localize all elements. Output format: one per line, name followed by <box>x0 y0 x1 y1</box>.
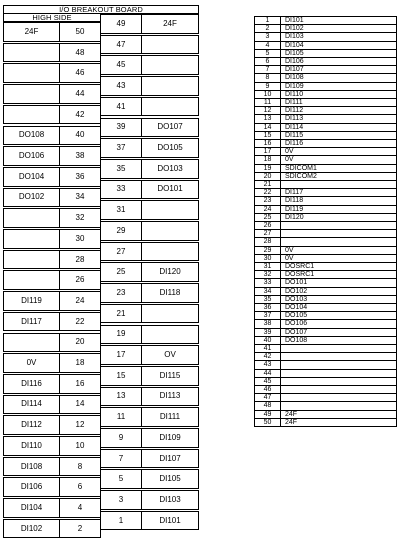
pin-number-cell: 33 <box>254 278 281 287</box>
pin-number-cell: 19 <box>254 164 281 173</box>
high-side-label-cell <box>3 63 60 83</box>
pin-number-cell: 1 <box>254 16 281 25</box>
pin-signal-cell: DI102 <box>280 24 397 33</box>
pin-number-cell: 31 <box>254 262 281 271</box>
pin-number-cell: 48 <box>254 401 281 410</box>
pin-signal-cell: DI117 <box>280 188 397 197</box>
high-side-pin-cell: 36 <box>59 167 101 187</box>
high-side-pin-cell: 6 <box>59 477 101 497</box>
pin-signal-cell: DO107 <box>280 328 397 337</box>
low-side-pin-cell: 43 <box>100 76 142 96</box>
low-side-pin-cell: 5 <box>100 469 142 489</box>
low-side-pin-cell: 39 <box>100 118 142 138</box>
high-side-label-cell <box>3 43 60 63</box>
low-side-label-cell: OV <box>141 345 199 365</box>
pin-signal-cell: DI105 <box>280 49 397 58</box>
high-side-label-cell: DI119 <box>3 291 60 311</box>
pin-signal-cell: DI103 <box>280 32 397 41</box>
low-side-pin-cell: 1 <box>100 511 142 531</box>
low-side-label-cell: DI105 <box>141 469 199 489</box>
low-side-label-cell <box>141 304 199 324</box>
high-side-pin-cell: 10 <box>59 436 101 456</box>
pin-signal-cell: 0V <box>280 147 397 156</box>
pin-number-cell: 22 <box>254 188 281 197</box>
pin-number-cell: 25 <box>254 213 281 222</box>
pin-number-cell: 49 <box>254 410 281 419</box>
high-side-pin-cell: 40 <box>59 126 101 146</box>
high-side-pin-cell: 34 <box>59 188 101 208</box>
pin-signal-cell: DOSRC1 <box>280 270 397 279</box>
pin-signal-cell: DO101 <box>280 278 397 287</box>
low-side-label-cell <box>141 35 199 55</box>
low-side-label-cell: DI107 <box>141 449 199 469</box>
high-side-label-cell: DI110 <box>3 436 60 456</box>
pin-number-cell: 20 <box>254 172 281 181</box>
pin-signal-cell: SDICOM1 <box>280 164 397 173</box>
pin-signal-cell: DI116 <box>280 139 397 148</box>
low-side-label-cell: DI115 <box>141 366 199 386</box>
pin-number-cell: 12 <box>254 106 281 115</box>
pin-number-cell: 26 <box>254 221 281 230</box>
high-side-label-cell: DO108 <box>3 126 60 146</box>
low-side-pin-cell: 11 <box>100 407 142 427</box>
high-side-pin-cell: 2 <box>59 519 101 538</box>
pin-number-cell: 24 <box>254 205 281 214</box>
low-side-label-cell <box>141 325 199 345</box>
pin-number-cell: 5 <box>254 49 281 58</box>
pin-number-cell: 37 <box>254 311 281 320</box>
pin-number-cell: 42 <box>254 352 281 361</box>
high-side-label-cell <box>3 270 60 290</box>
pin-signal-cell: DI120 <box>280 213 397 222</box>
low-side-pin-cell: 31 <box>100 200 142 220</box>
low-side-label-cell <box>141 97 199 117</box>
low-side-pin-cell: 23 <box>100 283 142 303</box>
pin-signal-cell: SDICOM2 <box>280 172 397 181</box>
high-side-pin-cell: 12 <box>59 415 101 435</box>
pin-signal-cell: DI114 <box>280 123 397 132</box>
high-side-label-cell <box>3 208 60 228</box>
low-side-pin-cell: 3 <box>100 490 142 510</box>
high-side-label-cell <box>3 229 60 249</box>
pin-number-cell: 14 <box>254 123 281 132</box>
low-side-pin-cell: 27 <box>100 242 142 262</box>
pin-signal-cell: DI115 <box>280 131 397 140</box>
high-side-pin-cell: 20 <box>59 333 101 353</box>
low-side-pin-cell: 45 <box>100 55 142 75</box>
high-side-label-cell <box>3 84 60 104</box>
pin-number-cell: 45 <box>254 377 281 386</box>
pin-number-cell: 30 <box>254 254 281 263</box>
high-side-label-cell: DI104 <box>3 498 60 518</box>
pin-number-cell: 28 <box>254 237 281 246</box>
low-side-pin-cell: 29 <box>100 221 142 241</box>
high-side-pin-cell: 44 <box>59 84 101 104</box>
pin-signal-cell: DO102 <box>280 287 397 296</box>
pin-number-cell: 16 <box>254 139 281 148</box>
pin-signal-cell: 0V <box>280 246 397 255</box>
pin-signal-cell: 0V <box>280 155 397 164</box>
high-side-label-cell: DI112 <box>3 415 60 435</box>
pin-number-cell: 40 <box>254 336 281 345</box>
pin-signal-cell: DI104 <box>280 41 397 50</box>
low-side-label-cell: DI101 <box>141 511 199 531</box>
pin-number-cell: 32 <box>254 270 281 279</box>
pin-signal-cell: DI109 <box>280 82 397 91</box>
low-side-pin-cell: 9 <box>100 428 142 448</box>
high-side-label-cell: DI106 <box>3 477 60 497</box>
low-side-label-cell: DO101 <box>141 180 199 200</box>
high-side-label-cell: DO102 <box>3 188 60 208</box>
pin-number-cell: 13 <box>254 114 281 123</box>
pin-number-cell: 35 <box>254 295 281 304</box>
high-side-pin-cell: 4 <box>59 498 101 518</box>
pin-signal-cell: DO108 <box>280 336 397 345</box>
pin-signal-cell: DO105 <box>280 311 397 320</box>
high-side-pin-cell: 28 <box>59 250 101 270</box>
pin-signal-cell: 0V <box>280 254 397 263</box>
pin-number-cell: 10 <box>254 90 281 99</box>
low-side-label-cell: DI103 <box>141 490 199 510</box>
pin-signal-cell: DI107 <box>280 65 397 74</box>
pin-signal-cell: DI119 <box>280 205 397 214</box>
pin-number-cell: 3 <box>254 32 281 41</box>
pin-number-cell: 46 <box>254 385 281 394</box>
pin-signal-cell: DI108 <box>280 73 397 82</box>
low-side-label-cell <box>141 221 199 241</box>
pin-number-cell: 17 <box>254 147 281 156</box>
low-side-pin-cell: 17 <box>100 345 142 365</box>
pin-signal-cell: DI110 <box>280 90 397 99</box>
pin-number-cell: 43 <box>254 360 281 369</box>
pin-number-cell: 34 <box>254 287 281 296</box>
high-side-label-cell: DO106 <box>3 146 60 166</box>
low-side-label-cell: DI113 <box>141 387 199 407</box>
high-side-label-cell: DI114 <box>3 395 60 415</box>
high-side-pin-cell: 22 <box>59 312 101 332</box>
pin-signal-cell: DO103 <box>280 295 397 304</box>
pin-signal-cell: DI112 <box>280 106 397 115</box>
high-side-label-cell: DI102 <box>3 519 60 538</box>
low-side-pin-cell: 35 <box>100 159 142 179</box>
pin-signal-cell: DOSRC1 <box>280 262 397 271</box>
high-side-label-cell: 24F <box>3 22 60 42</box>
high-side-label-cell: 0V <box>3 353 60 373</box>
low-side-label-cell: DO105 <box>141 138 199 158</box>
high-side-label-cell <box>3 105 60 125</box>
pin-signal-cell: DI111 <box>280 98 397 107</box>
low-side-label-cell: DO107 <box>141 118 199 138</box>
pin-number-cell: 7 <box>254 65 281 74</box>
low-side-pin-cell: 7 <box>100 449 142 469</box>
pin-number-cell: 38 <box>254 319 281 328</box>
high-side-pin-cell: 32 <box>59 208 101 228</box>
high-side-label: HIGH SIDE <box>3 13 101 22</box>
high-side-pin-cell: 48 <box>59 43 101 63</box>
pin-number-cell: 39 <box>254 328 281 337</box>
pin-signal-cell: 24F <box>280 410 397 419</box>
pin-number-cell: 27 <box>254 229 281 238</box>
pin-number-cell: 11 <box>254 98 281 107</box>
pin-signal-cell: DI113 <box>280 114 397 123</box>
high-side-pin-cell: 14 <box>59 395 101 415</box>
low-side-pin-cell: 19 <box>100 325 142 345</box>
high-side-label-cell <box>3 333 60 353</box>
pin-number-cell: 4 <box>254 41 281 50</box>
pin-number-cell: 50 <box>254 418 281 427</box>
high-side-pin-cell: 18 <box>59 353 101 373</box>
high-side-pin-cell: 24 <box>59 291 101 311</box>
low-side-label-cell: DI118 <box>141 283 199 303</box>
pin-number-cell: 21 <box>254 180 281 189</box>
low-side-label-cell <box>141 242 199 262</box>
low-side-pin-cell: 37 <box>100 138 142 158</box>
low-side-pin-cell: 15 <box>100 366 142 386</box>
pin-number-cell: 23 <box>254 196 281 205</box>
pin-number-cell: 41 <box>254 344 281 353</box>
pin-number-cell: 36 <box>254 303 281 312</box>
low-side-label-cell: DI111 <box>141 407 199 427</box>
pin-number-cell: 18 <box>254 155 281 164</box>
high-side-label-cell <box>3 250 60 270</box>
pin-number-cell: 29 <box>254 246 281 255</box>
low-side-label-cell: 24F <box>141 14 199 34</box>
low-side-pin-cell: 21 <box>100 304 142 324</box>
high-side-pin-cell: 46 <box>59 63 101 83</box>
low-side-label-cell: DI109 <box>141 428 199 448</box>
pin-number-cell: 47 <box>254 393 281 402</box>
pin-number-cell: 2 <box>254 24 281 33</box>
high-side-label-cell: DO104 <box>3 167 60 187</box>
low-side-pin-cell: 49 <box>100 14 142 34</box>
pin-signal-cell: DI118 <box>280 196 397 205</box>
low-side-pin-cell: 33 <box>100 180 142 200</box>
high-side-pin-cell: 26 <box>59 270 101 290</box>
board-title: I/O BREAKOUT BOARD <box>3 5 199 14</box>
low-side-pin-cell: 47 <box>100 35 142 55</box>
low-side-label-cell <box>141 76 199 96</box>
pin-signal-cell: DI101 <box>280 16 397 25</box>
high-side-pin-cell: 50 <box>59 22 101 42</box>
low-side-label-cell: DI120 <box>141 262 199 282</box>
high-side-label-cell: DI117 <box>3 312 60 332</box>
high-side-pin-cell: 8 <box>59 457 101 477</box>
pin-signal-cell: DO106 <box>280 319 397 328</box>
pin-number-cell: 44 <box>254 369 281 378</box>
high-side-pin-cell: 38 <box>59 146 101 166</box>
high-side-pin-cell: 16 <box>59 374 101 394</box>
low-side-label-cell: DO103 <box>141 159 199 179</box>
high-side-label-cell: DI108 <box>3 457 60 477</box>
high-side-pin-cell: 30 <box>59 229 101 249</box>
low-side-pin-cell: 13 <box>100 387 142 407</box>
pin-signal-cell: DI106 <box>280 57 397 66</box>
pin-number-cell: 8 <box>254 73 281 82</box>
pin-signal-cell: DO104 <box>280 303 397 312</box>
low-side-pin-cell: 25 <box>100 262 142 282</box>
low-side-label-cell <box>141 200 199 220</box>
high-side-label-cell: DI116 <box>3 374 60 394</box>
high-side-pin-cell: 42 <box>59 105 101 125</box>
low-side-pin-cell: 41 <box>100 97 142 117</box>
pin-signal-cell: 24F <box>280 418 397 427</box>
low-side-label-cell <box>141 55 199 75</box>
pin-number-cell: 9 <box>254 82 281 91</box>
pin-number-cell: 6 <box>254 57 281 66</box>
pin-number-cell: 15 <box>254 131 281 140</box>
